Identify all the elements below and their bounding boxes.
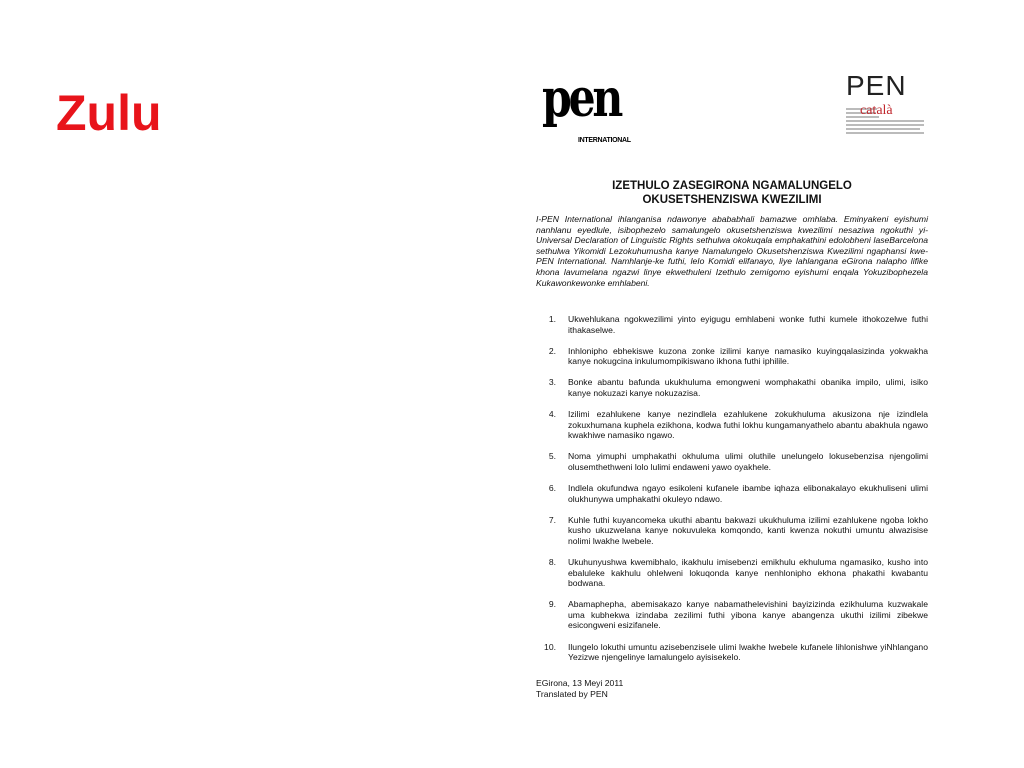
list-item: 6. Indlela okufundwa ngayo esikoleni kufanele ibambe iqhaza elibonakalayo ekukhuliseni ulimi olukhunywa umphakathi okuleyo ndawo. (548, 483, 928, 504)
list-item: 7. Kuhle futhi kuyancomeka ukuthi abantu bakwazi ukukhuluma izilimi ezahlukene ngoba lokho kusho ukuzwelana kanye nokuvuleka komqondo, kanti kwenza nokuthi umuntu alwazisise nolimi lwakhe lwebele. (548, 514, 928, 546)
document-intro: I-PEN International ihlanganisa ndawonye abababhali bamazwe omhlaba. Eminyakeni eyishumi nanhlanu eyedlule, isibophezelo samalungelo okusetshenziswa kwezilimi nesaziwa ngokuthi yi-Universal Declaration of Linguistic Rights sethulwa okokuqala emphakathini edolobheni laseBarcelona sethulwa Yikomidi Lezokuhumusha kanye Namalungelo Okusetshenziswa Kwezilimi ngaphansi kwe-PEN International. Namhlanje-ke futhi, leIo Komidi elifanayo, liye lahlangana eGirona nalapho lifike khona lavumelana ngazwi linye ekwethuleni Izethulo zemigomo eyishumi enqala Yokuzibophezela Kukawonkewonke emhlabeni. (536, 214, 928, 288)
pen-catala-logo: PEN català (846, 72, 926, 152)
footer-translated: Translated by PEN (536, 689, 608, 699)
pen-international-logo: pen INTERNATIONAL (542, 68, 631, 144)
footer-place-date: EGirona, 13 Meyi 2011 (536, 678, 624, 688)
document-page (532, 64, 932, 714)
slide-title: Zulu (56, 85, 162, 141)
list-item: 3. Bonke abantu bafunda ukukhuluma emongweni womphakathi obanika impilo, ulimi, isiko kanye nokuzazi kanye nokuzazisa. (548, 377, 928, 398)
document-title: IZETHULO ZASEGIRONA NGAMALUNGELO OKUSETSHENZISWA KWEZILIMI (612, 180, 852, 206)
document-footer (536, 678, 836, 700)
list-item: 10. Ilungelo lokuthi umuntu azisebenzisele ulimi lwakhe lwebele kufanele lihlonishwe yiNhlangano Yezizwe njengelinye lamalungelo ayisisekelo. (544, 641, 928, 663)
list-item: 5. Noma yimuphi umphakathi okhuluma ulimi oluthile unelungelo lokusebenzisa njengolimi olusemthethweni lolo lulimi endaweni yawo oyakhele. (548, 451, 928, 472)
list-item: 9. Abamaphepha, abemisakazo kanye nabamathelevishini bayizizinda ezikhuluma kuzwakale uma kubhekwa izindaba zezilimi futhi yibona kanye abangenza ukuthi izilimi zibekwe esicongweni esizifanele. (548, 599, 928, 631)
list-item: 2. Inhlonipho ebhekiswe kuzona zonke izilimi kanye namasiko kuyingqalasizinda yokwakha kanye nokugcina inkulumompikiswano ikhona futhi iphilile. (548, 345, 928, 367)
articles-list (536, 314, 928, 673)
list-item: 4. Izilimi ezahlukene kanye nezindlela ezahlukene zokukhuluma akusizona nje izindlela zokuxhumana kuphela ezikhona, kodwa futhi lokhu kungamanyathelo abantu abakhula ngawo kwakhiwe namasiko ngawo. (548, 409, 928, 441)
list-item: 8. Ukuhunyushwa kwemibhalo, ikakhulu imisebenzi emikhulu ekhuluma ngamasiko, kusho into ebaluleke kakhulu ohlelweni lokuqonda kanye nenhlonipho ekhona phakathi kwabantu bodwana. (548, 557, 928, 589)
list-item: 1. Ukwehlukana ngokwezilimi yinto eyigugu emhlabeni wonke futhi kumele ithokozelwe futhi ithakaselwe. (548, 314, 928, 335)
